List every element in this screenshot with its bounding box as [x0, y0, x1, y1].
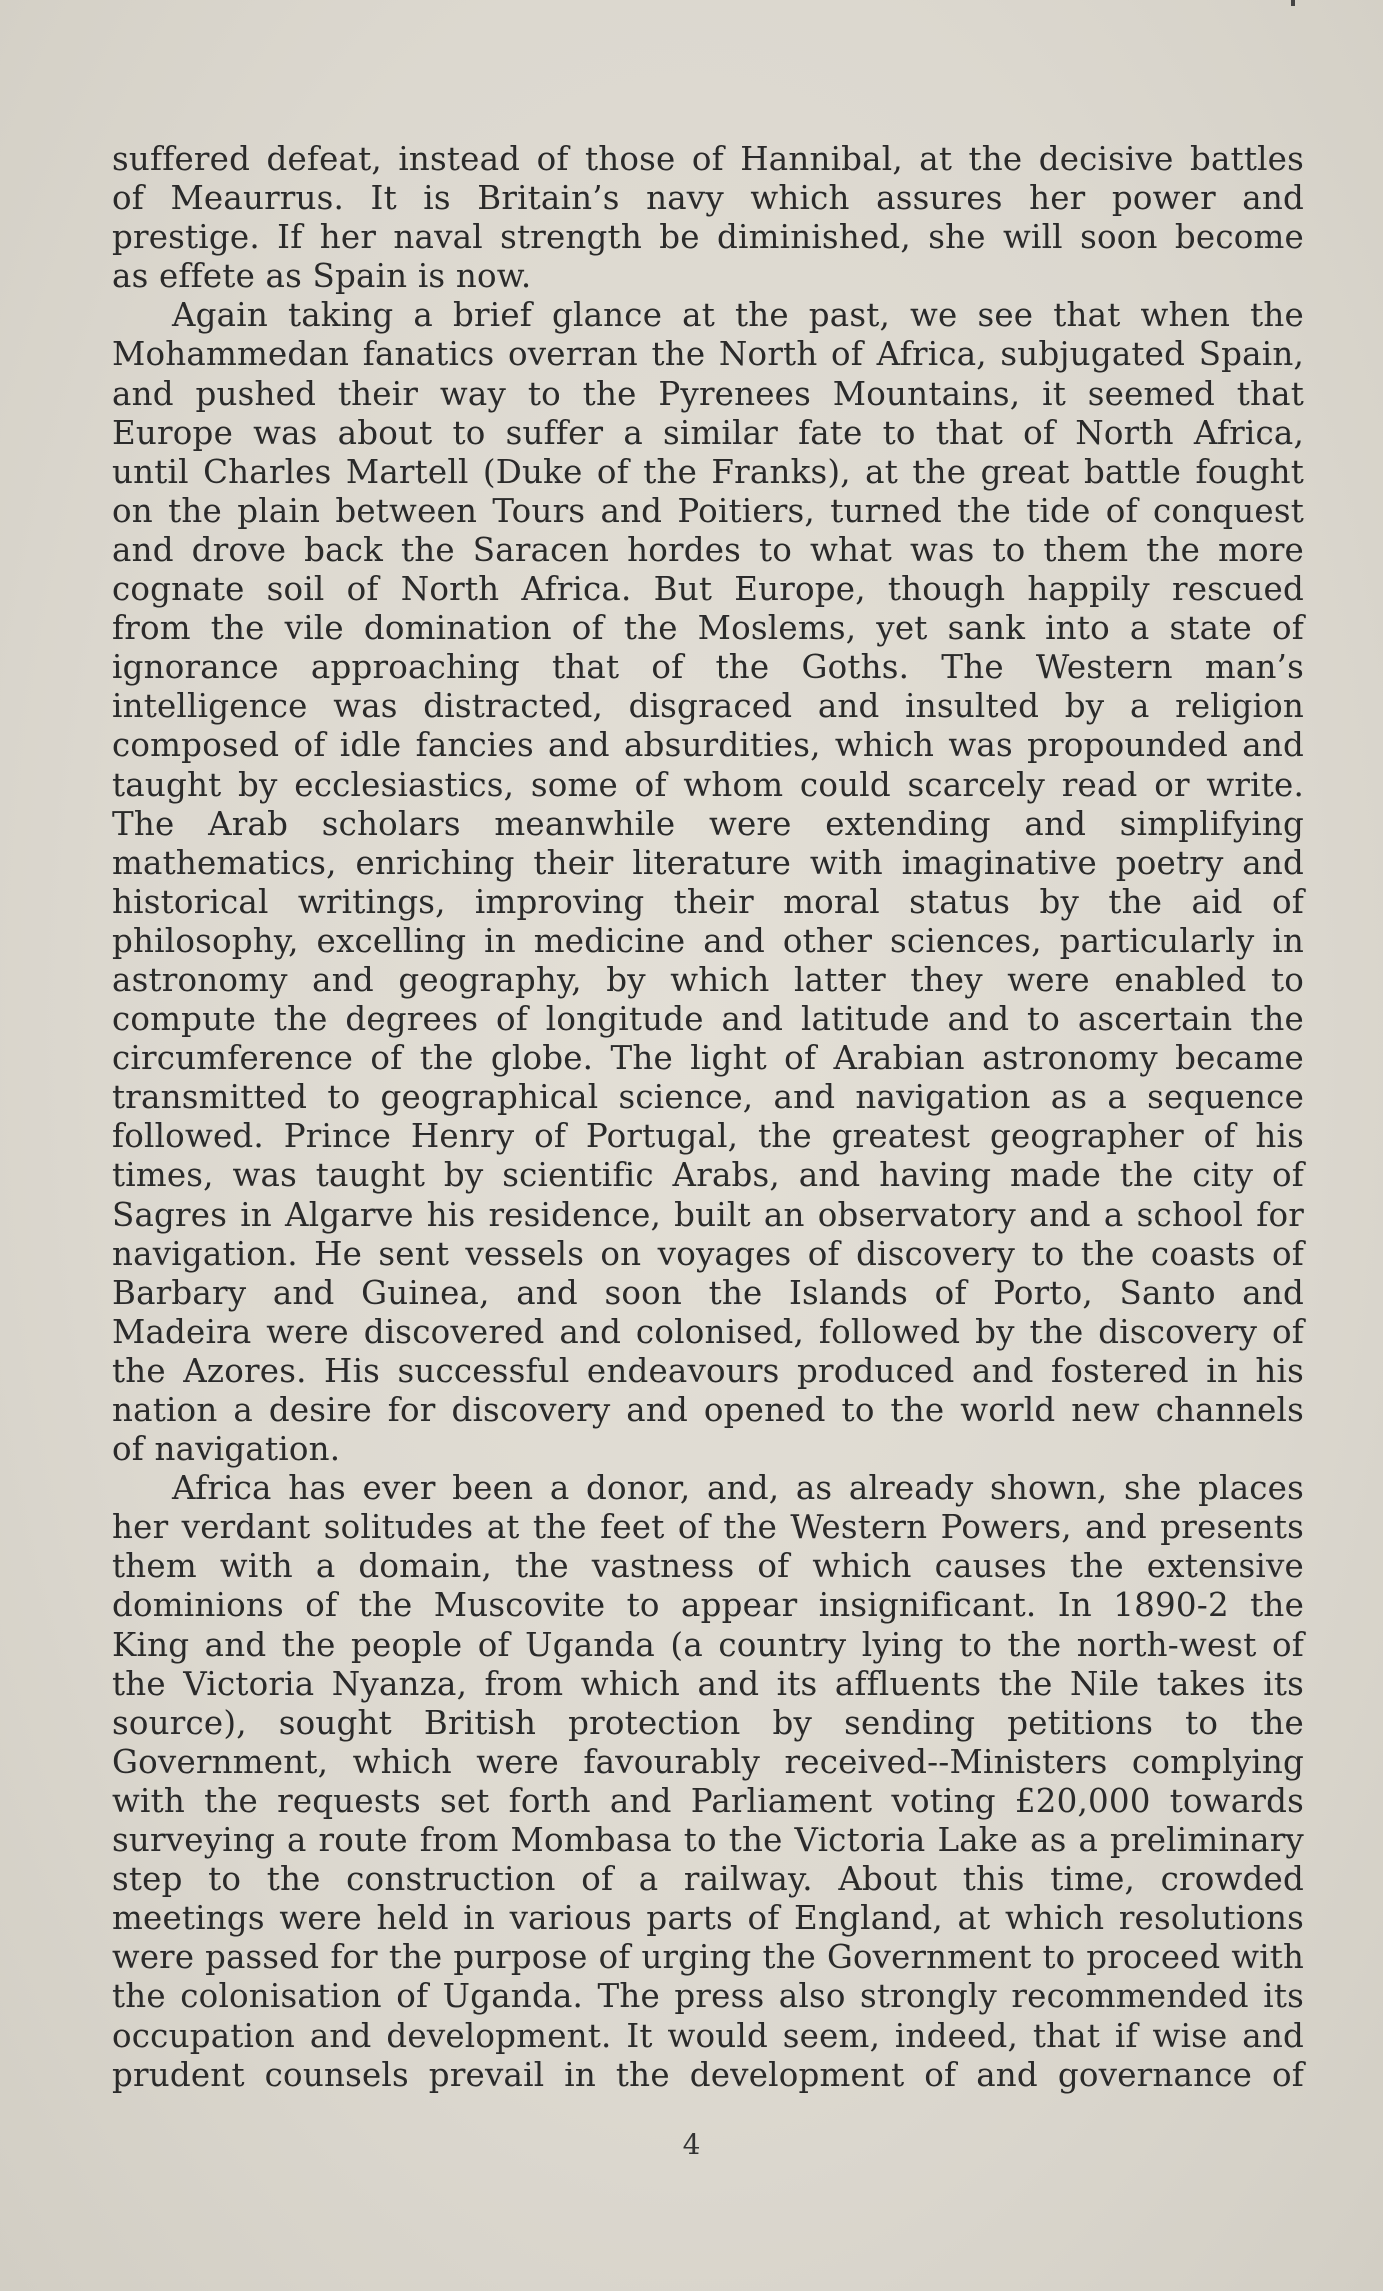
text-line: followed. Prince Henry of Portugal, the greatest geographer of his [112, 1117, 1304, 1156]
paragraph-3 [112, 1469, 1304, 2095]
text-line: the Victoria Nyanza, from which and its affluents the Nile takes its [112, 1664, 1304, 1703]
text-line: until Charles Martell (Duke of the Franks), at the great battle fought [112, 452, 1304, 491]
text-line: from the vile domination of the Moslems, yet sank into a state of [112, 609, 1304, 648]
text-line: intelligence was distracted, disgraced and insulted by a religion [112, 687, 1304, 726]
text-line: occupation and development. It would seem, indeed, that if wise and [112, 2016, 1304, 2055]
text-line: transmitted to geographical science, and navigation as a sequence [112, 1078, 1304, 1117]
text-line: cognate soil of North Africa. But Europe, though happily rescued [112, 570, 1304, 609]
text-line: compute the degrees of longitude and latitude and to ascertain the [112, 1000, 1304, 1039]
text-line: and pushed their way to the Pyrenees Mountains, it seemed that [112, 374, 1304, 413]
text-line: suffered defeat, instead of those of Hannibal, at the decisive battles [112, 140, 1304, 178]
text-line: ignorance approaching that of the Goths. The Western man’s [112, 648, 1304, 687]
text-line: Barbary and Guinea, and soon the Islands of Porto, Santo and [112, 1273, 1304, 1312]
paragraph-1 [112, 140, 1304, 296]
text-line: prudent counsels prevail in the development of and governance of [112, 2055, 1304, 2094]
paragraph-2 [112, 296, 1304, 1469]
text-line: with the requests set forth and Parliament voting £20,000 towards [112, 1781, 1304, 1820]
text-line: taught by ecclesiastics, some of whom could scarcely read or write. [112, 765, 1304, 804]
text-line: Again taking a brief glance at the past, we see that when the [172, 296, 1304, 335]
text-line: of navigation. [112, 1430, 341, 1469]
text-line: source), sought British protection by sending petitions to the [112, 1703, 1304, 1742]
text-line: The Arab scholars meanwhile were extending and simplifying [112, 804, 1304, 843]
text-line: were passed for the purpose of urging the Government to proceed with [112, 1938, 1304, 1977]
text-line: astronomy and geography, by which latter they were enabled to [112, 960, 1304, 999]
text-line: of Meaurrus. It is Britain’s navy which assures her power and [112, 179, 1304, 218]
text-line: Government, which were favourably received--Ministers complying [112, 1742, 1304, 1781]
text-line: the colonisation of Uganda. The press also strongly recommended its [112, 1977, 1304, 2016]
text-line: as effete as Spain is now. [112, 257, 532, 296]
page-number: 4 [682, 2128, 701, 2161]
text-line: and drove back the Saracen hordes to what was to them the more [112, 530, 1304, 569]
text-line: mathematics, enriching their literature with imaginative poetry and [112, 843, 1304, 882]
text-line: prestige. If her naval strength be diminished, she will soon become [112, 218, 1304, 257]
text-line: circumference of the globe. The light of Arabian astronomy became [112, 1039, 1304, 1078]
text-line: philosophy, excelling in medicine and other sciences, particularly in [112, 921, 1304, 960]
text-line: Madeira were discovered and colonised, followed by the discovery of [112, 1312, 1304, 1351]
body-text [112, 140, 1304, 2095]
text-line: surveying a route from Mombasa to the Victoria Lake as a preliminary [112, 1821, 1304, 1860]
text-line: dominions of the Muscovite to appear insignificant. In 1890-2 the [112, 1586, 1304, 1625]
text-line: Africa has ever been a donor, and, as already shown, she places [172, 1469, 1304, 1508]
text-line: King and the people of Uganda (a country lying to the north-west of [112, 1625, 1304, 1664]
text-line: step to the construction of a railway. About this time, crowded [112, 1860, 1304, 1899]
text-line: them with a domain, the vastness of which causes the extensive [112, 1547, 1304, 1586]
text-line: nation a desire for discovery and opened to the world new channels [112, 1391, 1304, 1429]
text-line: navigation. He sent vessels on voyages of discovery to the coasts of [112, 1234, 1304, 1273]
scan-mark [1291, 0, 1295, 6]
text-line: meetings were held in various parts of England, at which resolutions [112, 1899, 1304, 1938]
text-line: Sagres in Algarve his residence, built an observatory and a school for [112, 1195, 1304, 1234]
text-line: Europe was about to suffer a similar fate to that of North Africa, [112, 413, 1304, 452]
text-line: composed of idle fancies and absurdities, which was propounded and [112, 726, 1304, 765]
text-line: her verdant solitudes at the feet of the Western Powers, and presents [112, 1508, 1304, 1547]
text-line: historical writings, improving their moral status by the aid of [112, 882, 1304, 921]
text-line: the Azores. His successful endeavours produced and fostered in his [112, 1351, 1304, 1390]
text-line: on the plain between Tours and Poitiers, turned the tide of conquest [112, 491, 1304, 530]
text-line: Mohammedan fanatics overran the North of Africa, subjugated Spain, [112, 335, 1304, 374]
text-line: times, was taught by scientific Arabs, and having made the city of [112, 1156, 1304, 1195]
